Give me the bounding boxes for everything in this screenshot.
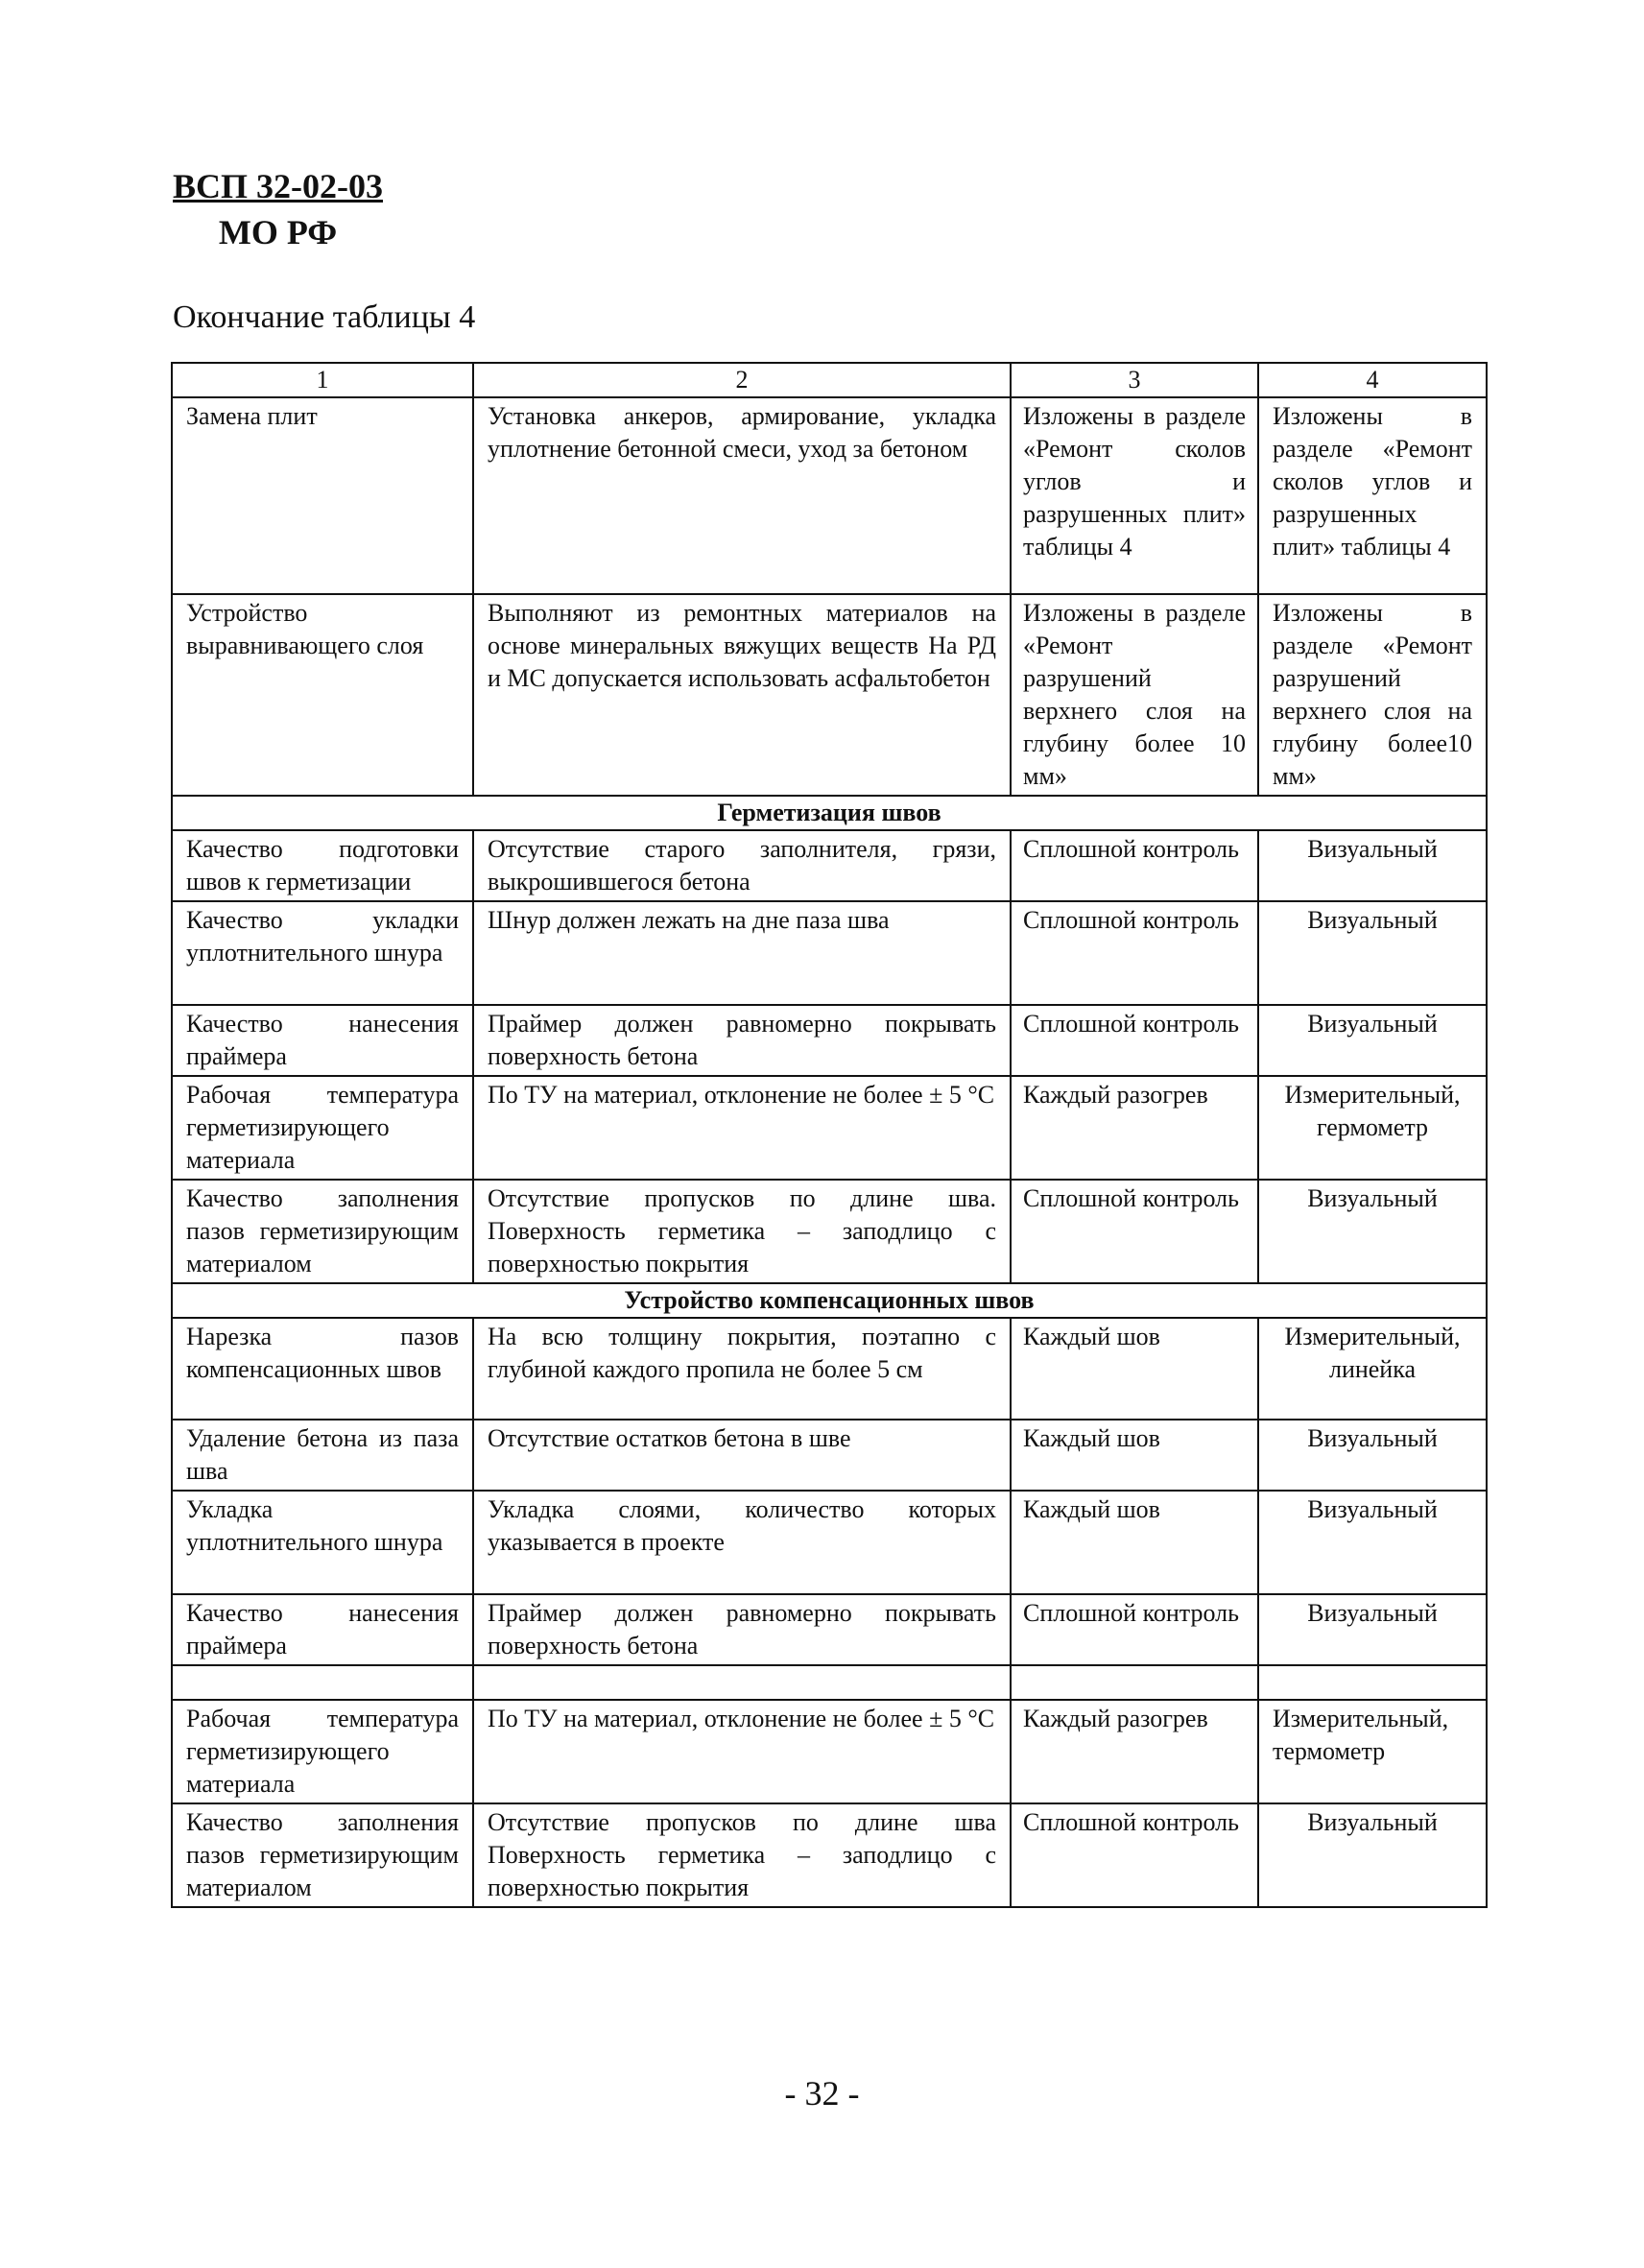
section-title: Устройство компенсационных швов bbox=[172, 1283, 1487, 1318]
requirement-cell: Выполняют из ремонтных материалов на основе минеральных вяжущих веществ На РД и МС допускается использовать асфальтобетон bbox=[473, 594, 1011, 796]
control-method-cell: Визуальный bbox=[1258, 1594, 1487, 1665]
requirements-table bbox=[171, 362, 1488, 1908]
requirement-cell: Отсутствие старого заполнителя, грязи, выкрошившегося бетона bbox=[473, 830, 1011, 901]
column-number: 3 bbox=[1011, 363, 1258, 397]
page-number: - 32 - bbox=[784, 2074, 860, 2113]
operation-cell: Качество укладки уплотнительного шнура bbox=[172, 901, 473, 1005]
table-row bbox=[172, 594, 1487, 796]
control-method-cell: Визуальный bbox=[1258, 1803, 1487, 1907]
section-title: Герметизация швов bbox=[172, 796, 1487, 830]
control-method-cell: Визуальный bbox=[1258, 830, 1487, 901]
operation-cell: Устройство выравнивающего слоя bbox=[172, 594, 473, 796]
operation-cell: Нарезка пазов компенсационных швов bbox=[172, 1318, 473, 1420]
control-method-cell: Визуальный bbox=[1258, 1180, 1487, 1283]
document-header bbox=[173, 163, 383, 255]
table-row bbox=[172, 1594, 1487, 1665]
control-scope-cell: Каждый шов bbox=[1011, 1318, 1258, 1420]
operation-cell: Качество заполнения пазов герметизирующим материалом bbox=[172, 1180, 473, 1283]
control-scope-cell: Изложены в разделе «Ремонт разрушений верхнего слоя на глубину более 10 мм» bbox=[1011, 594, 1258, 796]
operation-cell: Качество подготовки швов к герметизации bbox=[172, 830, 473, 901]
control-method-cell: Измерительный, гермометр bbox=[1258, 1076, 1487, 1180]
column-number: 4 bbox=[1258, 363, 1487, 397]
operation-cell: Рабочая температура герметизирующего материала bbox=[172, 1700, 473, 1803]
table-row bbox=[172, 830, 1487, 901]
control-scope-cell: Сплошной контроль bbox=[1011, 901, 1258, 1005]
requirement-cell: Шнур должен лежать на дне паза шва bbox=[473, 901, 1011, 1005]
table-row bbox=[172, 1180, 1487, 1283]
requirement-cell: Праймер должен равномерно покрывать поверхность бетона bbox=[473, 1594, 1011, 1665]
control-method-cell: Визуальный bbox=[1258, 1420, 1487, 1491]
requirement-cell: Отсутствие пропусков по длине шва Поверхность герметика – заподлицо с поверхностью покрытия bbox=[473, 1803, 1011, 1907]
operation-cell: Замена плит bbox=[172, 397, 473, 594]
control-scope-cell: Сплошной контроль bbox=[1011, 1005, 1258, 1076]
table-row bbox=[172, 1005, 1487, 1076]
blank-cell bbox=[473, 1665, 1011, 1700]
document-code: ВСП 32-02-03 bbox=[173, 167, 383, 205]
blank-row bbox=[172, 1665, 1487, 1700]
control-scope-cell: Каждый разогрев bbox=[1011, 1076, 1258, 1180]
table-row bbox=[172, 1491, 1487, 1594]
column-number: 2 bbox=[473, 363, 1011, 397]
requirement-cell: Отсутствие пропусков по длине шва. Поверхность герметика – заподлицо с поверхностью покрытия bbox=[473, 1180, 1011, 1283]
control-method-cell: Визуальный bbox=[1258, 1491, 1487, 1594]
control-scope-cell: Сплошной контроль bbox=[1011, 830, 1258, 901]
requirement-cell: На всю толщину покрытия, поэтапно с глубиной каждого пропила не более 5 см bbox=[473, 1318, 1011, 1420]
requirement-cell: Праймер должен равномерно покрывать поверхность бетона bbox=[473, 1005, 1011, 1076]
requirement-cell: По ТУ на материал, отклонение не более ± 5 °С bbox=[473, 1700, 1011, 1803]
control-scope-cell: Изложены в разделе «Ремонт сколов углов и разрушенных плит» таблицы 4 bbox=[1011, 397, 1258, 594]
operation-cell: Рабочая температура герметизирующего материала bbox=[172, 1076, 473, 1180]
requirement-cell: Установка анкеров, армирование, укладка уплотнение бетонной смеси, уход за бетоном bbox=[473, 397, 1011, 594]
operation-cell: Укладка уплотнительного шнура bbox=[172, 1491, 473, 1594]
operation-cell: Качество нанесения праймера bbox=[172, 1005, 473, 1076]
control-method-cell: Изложены в разделе «Ремонт сколов углов и разрушенных плит» таблицы 4 bbox=[1258, 397, 1487, 594]
control-method-cell: Визуальный bbox=[1258, 901, 1487, 1005]
blank-cell bbox=[1258, 1665, 1487, 1700]
operation-cell: Удаление бетона из паза шва bbox=[172, 1420, 473, 1491]
table-row bbox=[172, 397, 1487, 594]
table-row bbox=[172, 1076, 1487, 1180]
table-row bbox=[172, 1700, 1487, 1803]
control-scope-cell: Сплошной контроль bbox=[1011, 1594, 1258, 1665]
section-row bbox=[172, 1283, 1487, 1318]
table-row bbox=[172, 1420, 1487, 1491]
blank-cell bbox=[172, 1665, 473, 1700]
operation-cell: Качество нанесения праймера bbox=[172, 1594, 473, 1665]
section-row bbox=[172, 796, 1487, 830]
table-row bbox=[172, 1803, 1487, 1907]
table-caption: Окончание таблицы 4 bbox=[173, 299, 476, 335]
organization-label: МО РФ bbox=[218, 213, 338, 251]
table-row bbox=[172, 901, 1487, 1005]
table-row bbox=[172, 1318, 1487, 1420]
requirement-cell: Укладка слоями, количество которых указывается в проекте bbox=[473, 1491, 1011, 1594]
column-number: 1 bbox=[172, 363, 473, 397]
blank-cell bbox=[1011, 1665, 1258, 1700]
requirement-cell: По ТУ на материал, отклонение не более ± 5 °С bbox=[473, 1076, 1011, 1180]
control-method-cell: Изложены в разделе «Ремонт разрушений верхнего слоя на глубину более10 мм» bbox=[1258, 594, 1487, 796]
control-method-cell: Визуальный bbox=[1258, 1005, 1487, 1076]
operation-cell: Качество заполнения пазов герметизирующим материалом bbox=[172, 1803, 473, 1907]
control-method-cell: Измерительный, линейка bbox=[1258, 1318, 1487, 1420]
control-scope-cell: Каждый разогрев bbox=[1011, 1700, 1258, 1803]
column-number-row bbox=[172, 363, 1487, 397]
control-method-cell: Измерительный, термометр bbox=[1258, 1700, 1487, 1803]
control-scope-cell: Каждый шов bbox=[1011, 1420, 1258, 1491]
control-scope-cell: Сплошной контроль bbox=[1011, 1803, 1258, 1907]
control-scope-cell: Сплошной контроль bbox=[1011, 1180, 1258, 1283]
control-scope-cell: Каждый шов bbox=[1011, 1491, 1258, 1594]
requirement-cell: Отсутствие остатков бетона в шве bbox=[473, 1420, 1011, 1491]
